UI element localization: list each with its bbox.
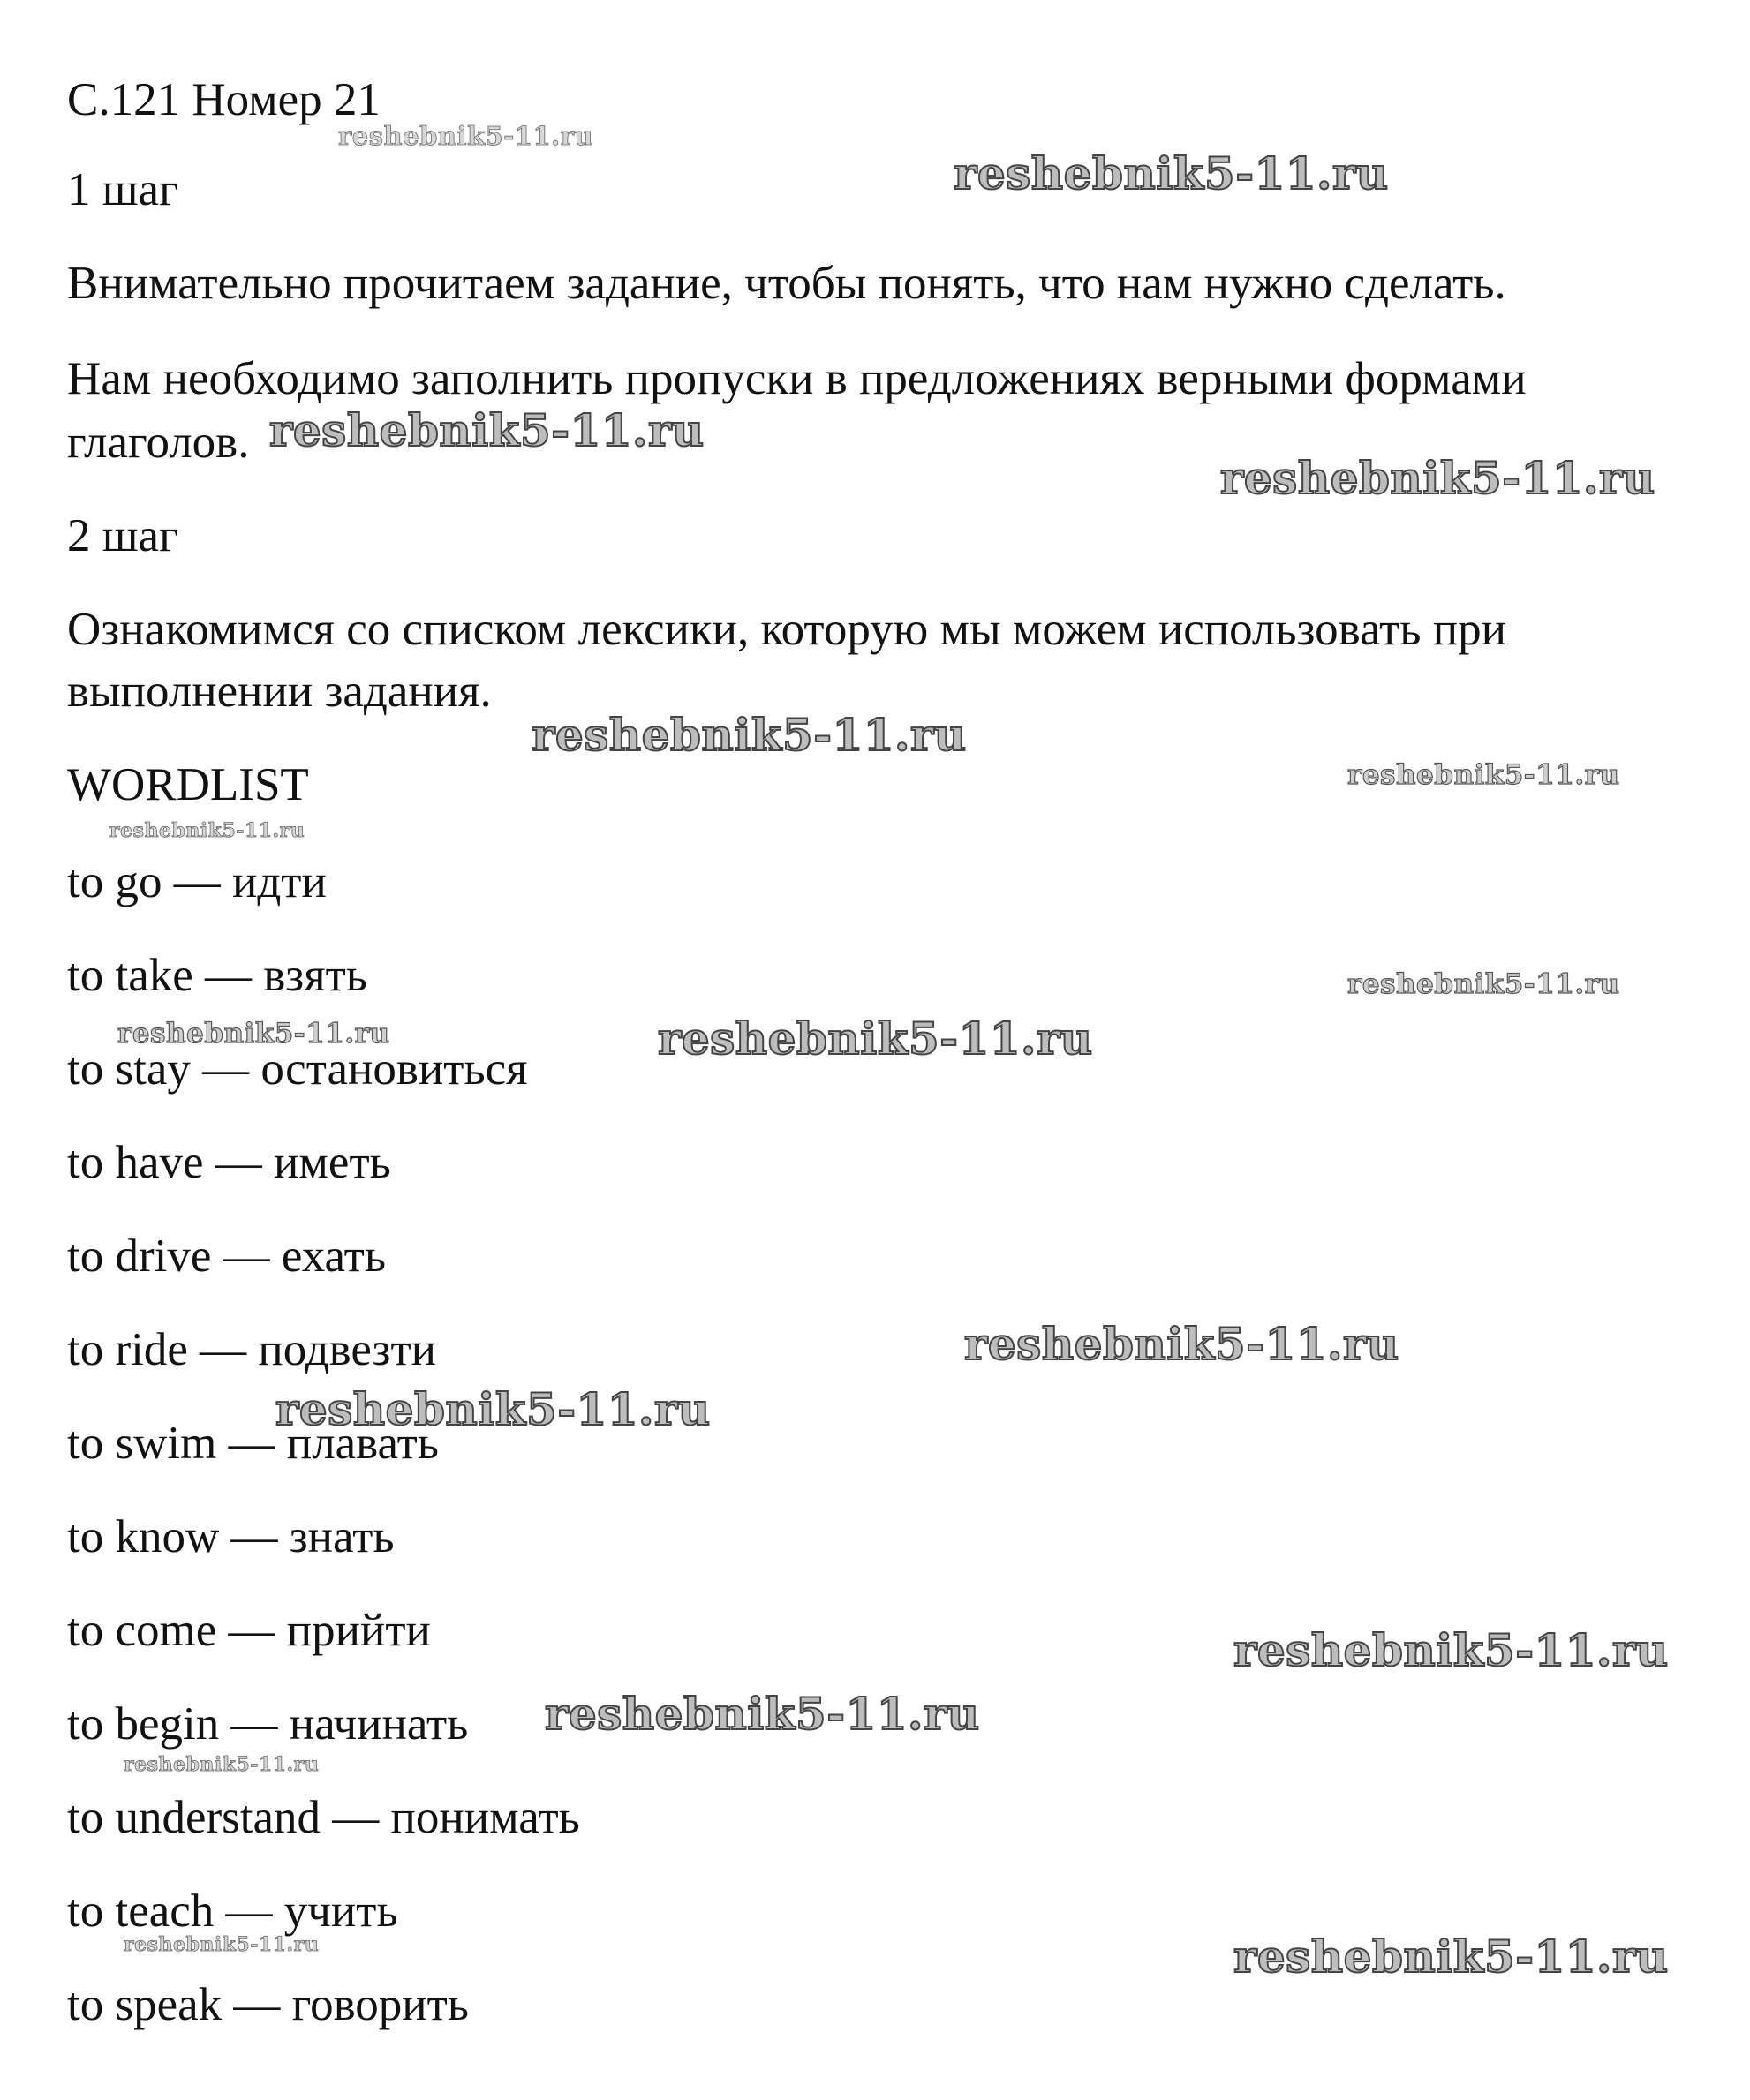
watermark: reshebnik5-11.ru <box>117 1018 390 1050</box>
watermark: reshebnik5-11.ru <box>338 121 594 151</box>
wordlist-item: to have — иметь <box>67 1137 391 1188</box>
wordlist-title: WORDLIST <box>67 759 309 810</box>
wordlist-item: to understand — понимать <box>67 1792 580 1843</box>
step1-paragraph-line2: глаголов. <box>67 417 250 468</box>
watermark: reshebnik5-11.ru <box>269 404 705 456</box>
step2-paragraph-line1: Ознакомимся со списком лексики, которую мы можем использовать при <box>67 604 1506 655</box>
wordlist-item: to go — идти <box>67 856 327 907</box>
watermark: reshebnik5-11.ru <box>1347 968 1620 1000</box>
watermark: reshebnik5-11.ru <box>1233 1931 1669 1983</box>
wordlist-item: to take — взять <box>67 950 367 1001</box>
watermark: reshebnik5-11.ru <box>658 1012 1093 1065</box>
wordlist-item: to know — знать <box>67 1511 395 1562</box>
wordlist-item: to stay — остановиться <box>67 1043 528 1095</box>
wordlist-item: to speak — говорить <box>67 1979 469 2030</box>
wordlist-item: to teach — учить <box>67 1885 398 1937</box>
watermark: reshebnik5-11.ru <box>532 709 967 761</box>
wordlist-item: to ride — подвезти <box>67 1324 437 1375</box>
wordlist-item: to swim — плавать <box>67 1418 439 1469</box>
watermark: reshebnik5-11.ru <box>1220 452 1656 504</box>
watermark: reshebnik5-11.ru <box>124 1753 320 1776</box>
watermark: reshebnik5-11.ru <box>109 819 305 842</box>
watermark: reshebnik5-11.ru <box>954 147 1389 199</box>
watermark: reshebnik5-11.ru <box>545 1688 980 1740</box>
page-title: С.121 Номер 21 <box>67 74 381 125</box>
wordlist-item: to drive — ехать <box>67 1231 386 1282</box>
step1-paragraph-line1: Нам необходимо заполнить пропуски в предложениях верными формами <box>67 353 1527 404</box>
watermark: reshebnik5-11.ru <box>124 1933 320 1956</box>
wordlist-item: to begin — начинать <box>67 1698 469 1750</box>
watermark: reshebnik5-11.ru <box>1233 1624 1669 1676</box>
step2-label: 2 шаг <box>67 510 178 561</box>
wordlist-item: to come — прийти <box>67 1605 431 1656</box>
watermark: reshebnik5-11.ru <box>964 1318 1399 1370</box>
watermark: reshebnik5-11.ru <box>1347 759 1620 791</box>
step1-label: 1 шаг <box>67 164 178 215</box>
step2-paragraph-line2: выполнении задания. <box>67 666 492 717</box>
watermark: reshebnik5-11.ru <box>275 1383 711 1435</box>
step1-paragraph: Внимательно прочитаем задание, чтобы понять, что нам нужно сделать. <box>67 258 1506 309</box>
